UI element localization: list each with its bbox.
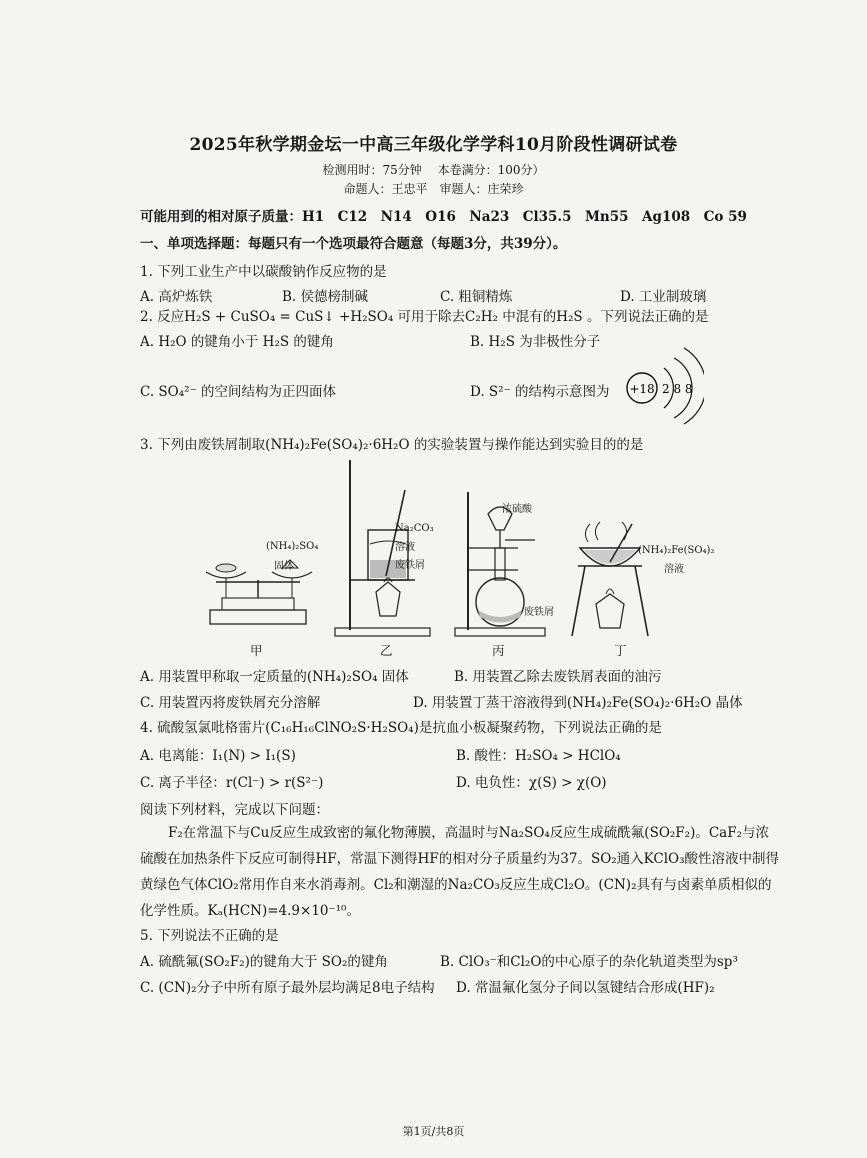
q4-option-a: A. 电离能：I₁(N) > I₁(S) [140, 748, 296, 764]
q2-stem: 2. 反应H₂S + CuSO₄ = CuS↓ +H₂SO₄ 可用于除去C₂H₂ 中混有的H₂S 。下列说法正确的是 [140, 309, 709, 325]
q2-option-b: B. H₂S 为非极性分子 [470, 334, 601, 350]
q4-stem: 4. 硫酸氢氯吡格雷片(C₁₆H₁₆ClNO₂S·H₂SO₄)是抗血小板凝聚药物，下列说法正确的是 [140, 720, 662, 736]
caption-jia: 甲 [250, 643, 263, 658]
beaker-heating-apparatus [335, 460, 430, 636]
q2-option-a: A. H₂O 的键角小于 H₂S 的键角 [140, 334, 334, 350]
sulfide-ion-structure-diagram [624, 340, 704, 428]
q5-stem: 5. 下列说法不正确的是 [140, 928, 279, 944]
q1-option-a: A. 高炉炼铁 [140, 289, 213, 305]
yi-label-reagent: Na₂CO₃ [395, 523, 434, 534]
q3-option-d: D. 用装置丁蒸干溶液得到(NH₄)₂Fe(SO₄)₂·6H₂O 晶体 [413, 695, 743, 711]
q4-option-c: C. 离子半径：r(Cl⁻) > r(S²⁻) [140, 775, 324, 791]
yi-label-state: 溶液 [395, 542, 415, 553]
q4-option-d: D. 电负性：χ(S) > χ(O) [456, 775, 607, 791]
q1-stem: 1. 下列工业生产中以碳酸钠作反应物的是 [140, 264, 387, 280]
exam-authors: 命题人：王忠平 审题人：庄荣珍 [343, 182, 524, 196]
q2-option-d: D. S²⁻ 的结构示意图为 [470, 384, 610, 400]
q5-option-a: A. 硫酰氟(SO₂F₂)的键角大于 SO₂的键角 [140, 954, 388, 970]
page-number-footer: 第1页/共8页 [402, 1125, 465, 1138]
ding-label-reagent: (NH₄)₂Fe(SO₄)₂ [638, 545, 715, 556]
section-heading: 一、单项选择题：每题只有一个选项最符合题意（每题3分，共39分）。 [140, 236, 567, 252]
q1-option-b: B. 侯德榜制碱 [282, 289, 369, 305]
yi-label-iron: 废铁屑 [395, 560, 425, 571]
electron-shells-label: 2 8 8 [662, 382, 693, 396]
jia-label-state: 固体 [274, 561, 294, 572]
q3-option-c: C. 用装置丙将废铁屑充分溶解 [140, 695, 321, 711]
q1-option-c: C. 粗铜精炼 [440, 289, 513, 305]
q5-option-b: B. ClO₃⁻和Cl₂O的中心原子的杂化轨道类型为sp³ [440, 954, 738, 970]
exam-title: 2025年秋学期金坛一中高三年级化学学科10月阶段性调研试卷 [189, 135, 678, 155]
q5-option-d: D. 常温氟化氢分子间以氢键结合形成(HF)₂ [456, 980, 715, 996]
nucleus-charge-label: +18 [629, 382, 655, 396]
ding-label-state: 溶液 [664, 564, 684, 575]
q2-option-c: C. SO₄²⁻ 的空间结构为正四面体 [140, 384, 336, 400]
evaporating-dish-apparatus [572, 522, 648, 636]
reading-intro: 阅读下列材料，完成以下问题： [140, 802, 329, 818]
balance-apparatus [206, 560, 312, 624]
q4-option-b: B. 酸性：H₂SO₄ > HClO₄ [456, 748, 621, 764]
q3-option-a: A. 用装置甲称取一定质量的(NH₄)₂SO₄ 固体 [140, 669, 409, 685]
q3-stem: 3. 下列由废铁屑制取(NH₄)₂Fe(SO₄)₂·6H₂O 的实验装置与操作能达到实验目的的是 [140, 437, 644, 453]
bing-label-iron: 废铁屑 [524, 607, 554, 618]
q1-option-d: D. 工业制玻璃 [620, 289, 707, 305]
exam-info: 检测用时：75分钟 本卷满分：100分） [322, 163, 545, 177]
bing-label-acid: 浓硫酸 [502, 504, 532, 515]
q5-option-c: C. (CN)₂分子中所有原子最外层均满足8电子结构 [140, 980, 435, 996]
jia-label-reagent: (NH₄)₂SO₄ [266, 541, 319, 552]
caption-yi: 乙 [380, 643, 393, 658]
atomic-masses: 可能用到的相对原子质量：H1 C12 N14 O16 Na23 Cl35.5 Mn55 Ag108 Co 59 [140, 209, 747, 225]
caption-ding: 丁 [614, 643, 627, 658]
q3-option-b: B. 用装置乙除去废铁屑表面的油污 [454, 669, 662, 685]
reading-material: F₂在常温下与Cu反应生成致密的氟化物薄膜，高温时与Na₂SO₄反应生成硫酰氟(SO₂F₂)。CaF₂与浓硫酸在加热条件下反应可制得HF，常温下测得HF的相对分子质量约为37。SO₂通入KClO₃酸性溶液中制得黄绿色气体ClO₂常用作自来水消毒剂。Cl₂和潮湿的Na₂CO₃反应生成Cl₂O。(CN)₂具有与卤素单质相似的化学性质。Kₐ(HCN)=4.9×10⁻¹⁰。 [140, 825, 780, 919]
caption-bing: 丙 [492, 643, 505, 658]
